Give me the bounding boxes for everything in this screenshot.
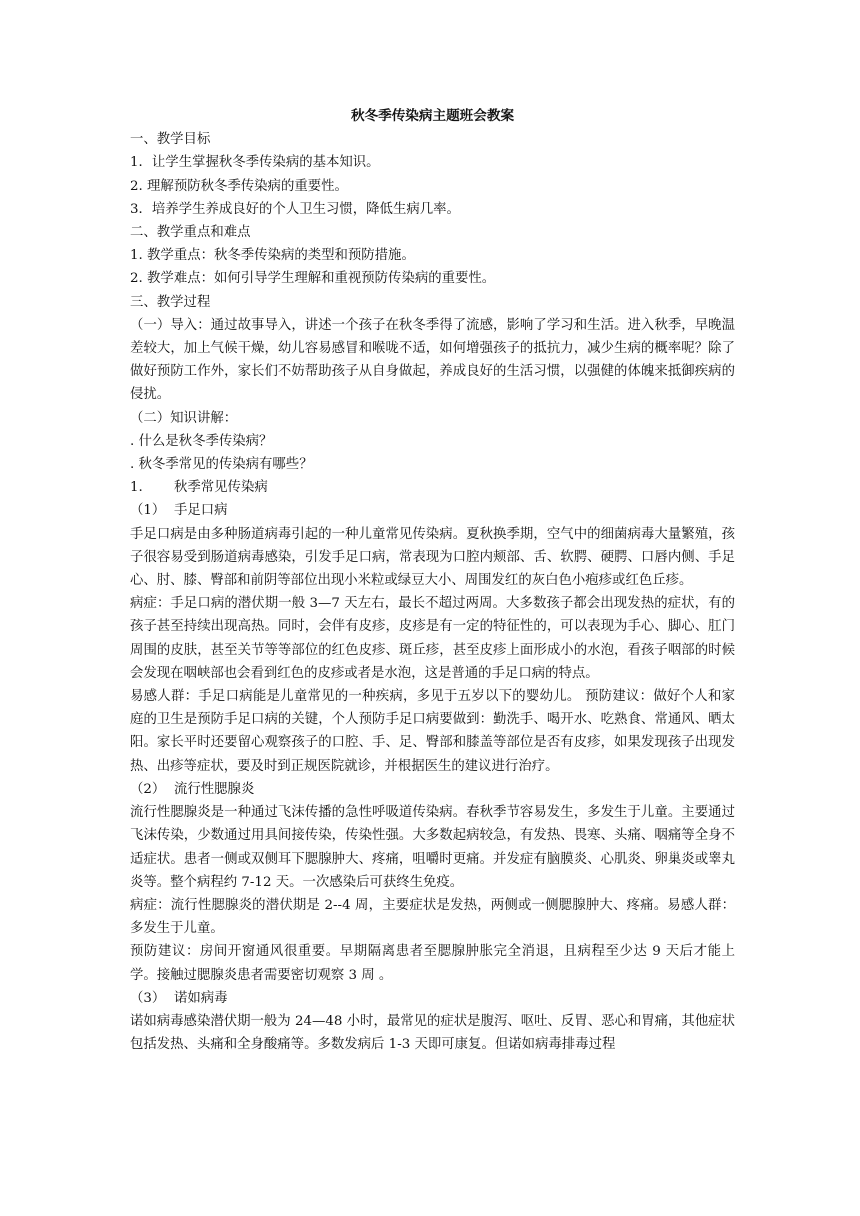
disease-name: 诺如病毒 [174, 990, 228, 1006]
autumn-heading-number: 1. [130, 480, 143, 496]
autumn-heading-label: 秋季常见传染病 [174, 480, 268, 496]
disease-heading-hfmd [130, 499, 735, 522]
key-point-item: 1. 教学重点：秋冬季传染病的类型和预防措施。 [130, 248, 415, 264]
goal-item: 3．培养学生养成良好的个人卫生习惯，降低生病几率。 [130, 201, 460, 217]
goal-item: 2. 理解预防秋冬季传染病的重要性。 [130, 178, 348, 194]
disease-number: （1） [130, 503, 166, 519]
question-item: . 秋冬季常见的传染病有哪些？ [130, 457, 313, 473]
disease-paragraph: 手足口病是由多种肠道病毒引起的一种儿童常见传染病。夏秋换季期，空气中的细菌病毒大量繁殖，孩子很容易受到肠道病毒感染，引发手足口病，常表现为口腔内颊部、舌、软腭、硬腭、口唇内侧、手足心、肘、膝、臀部和前阴等部位出现小米粒或绿豆大小、周围发红的灰白色小疱疹或红色丘疹。 [130, 526, 735, 589]
disease-heading-norovirus [130, 987, 735, 1010]
intro-paragraph: （一）导入：通过故事导入，讲述一个孩子在秋冬季得了流感，影响了学习和生活。进入秋季，早晚温差较大，加上气候干燥，幼儿容易感冒和喉咙不适，如何增强孩子的抵抗力，减少生病的概率呢？除了做好预防工作外，家长们不妨帮助孩子从自身做起，养成良好的生活习惯，以强健的体魄来抵御疾病的侵扰。 [130, 317, 735, 403]
disease-paragraph: 病症：手足口病的潜伏期一般 3—7 天左右，最长不超过两周。大多数孩子都会出现发热的症状，有的孩子甚至持续出现高热。同时，会伴有皮疹，皮疹是有一定的特征性的，可以表现为手心、脚心、肛门周围的皮肤，甚至关节等等部位的红色皮疹、斑丘疹，甚至皮疹上面形成小的水泡，看孩子咽部的时候会发现在咽峡部也会看到红色的皮疹或者是水泡，这是普通的手足口病的特点。 [130, 596, 735, 681]
key-point-item: 2. 教学难点：如何引导学生理解和重视预防传染病的重要性。 [130, 271, 496, 287]
disease-number: （3） [130, 990, 166, 1006]
disease-name: 流行性腮腺炎 [174, 781, 255, 797]
autumn-disease-heading [130, 476, 735, 499]
document-title: 秋冬季传染病主题班会教案 [350, 108, 515, 124]
goal-item: 1．让学生掌握秋冬季传染病的基本知识。 [130, 155, 380, 171]
knowledge-heading: （二）知识讲解： [130, 410, 238, 426]
document-page [130, 105, 735, 1056]
disease-paragraph: 诺如病毒感染潜伏期一般为 24—48 小时，最常见的症状是腹泻、呕吐、反胃、恶心和胃痛，其他症状包括发热、头痛和全身酸痛等。多数发病后 1-3 天即可康复。但诺如病毒排毒过程 [130, 1013, 735, 1053]
disease-paragraph: 病症：流行性腮腺炎的潜伏期是 2--4 周，主要症状是发热，两侧或一侧腮腺肿大、疼痛。易感人群：多发生于儿童。 [130, 897, 735, 937]
section-heading-process: 三、教学过程 [130, 294, 211, 310]
disease-name: 手足口病 [174, 503, 228, 519]
disease-paragraph: 预防建议：房间开窗通风很重要。早期隔离患者至腮腺肿胀完全消退，且病程至少达 9 天后才能上学。接触过腮腺炎患者需要密切观察 3 周 。 [130, 944, 735, 983]
disease-paragraph: 易感人群：手足口病能是儿童常见的一种疾病，多见于五岁以下的婴幼儿。 预防建议：做好个人和家庭的卫生是预防手足口病的关键，个人预防手足口病要做到：勤洗手、喝开水、吃熟食、常通风、晒太阳。家长平时还要留心观察孩子的口腔、手、足、臀部和膝盖等部位是否有皮疹，如果发现孩子出现发热、出疹等症状，要及时到正规医院就诊，并根据医生的建议进行治疗。 [130, 689, 735, 774]
section-heading-goals: 一、教学目标 [130, 132, 211, 148]
disease-heading-mumps [130, 778, 735, 801]
disease-number: （2） [130, 781, 166, 797]
section-heading-key-points: 二、教学重点和难点 [130, 225, 251, 241]
question-item: . 什么是秋冬季传染病？ [130, 433, 273, 449]
disease-paragraph: 流行性腮腺炎是一种通过飞沫传播的急性呼吸道传染病。春秋季节容易发生，多发生于儿童。主要通过飞沫传染，少数通过用具间接传染，传染性强。大多数起病较急，有发热、畏寒、头痛、咽痛等全身不适症状。患者一侧或双侧耳下腮腺肿大、疼痛，咀嚼时更痛。并发症有脑膜炎、心肌炎、卵巢炎或睾丸炎等。整个病程约 7-12 天。一次感染后可获终生免疫。 [130, 805, 735, 890]
